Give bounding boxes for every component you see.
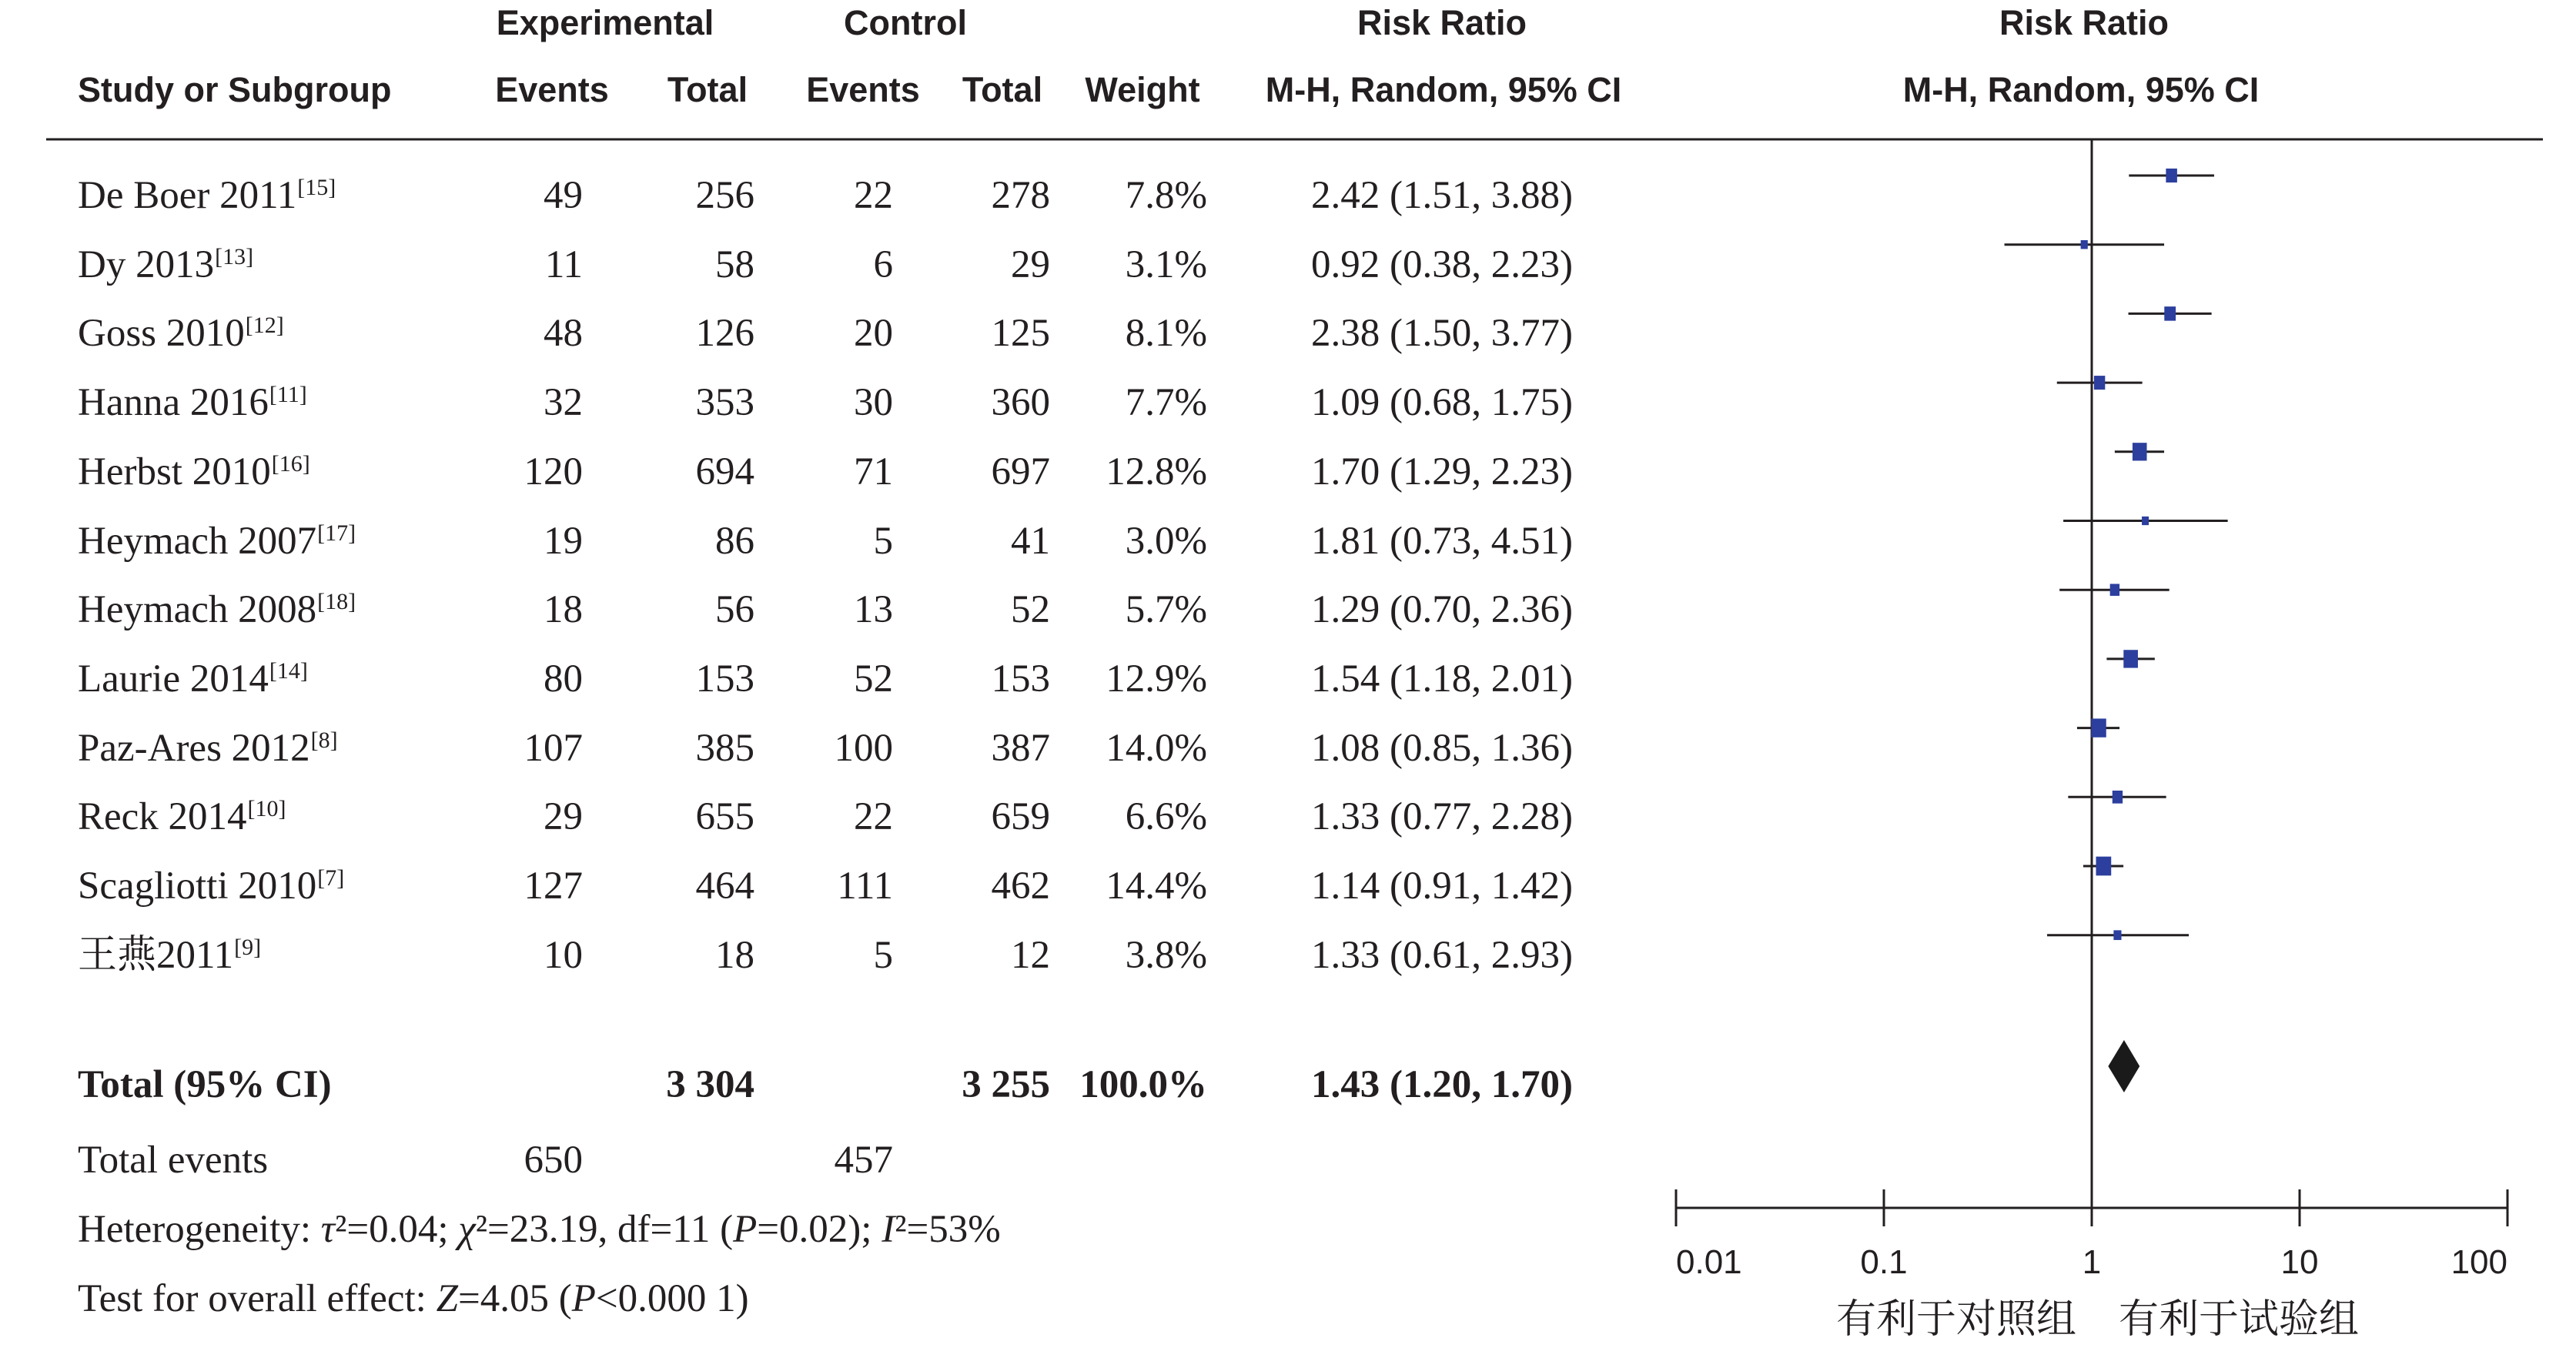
reference-superscript: [12] bbox=[245, 313, 284, 339]
z-symbol: Z bbox=[436, 1277, 458, 1320]
weight-cell: 5.7% bbox=[1125, 588, 1207, 632]
study-name: Dy 2013 bbox=[78, 243, 215, 286]
exp-events-cell: 49 bbox=[544, 174, 583, 217]
total-row bbox=[0, 1062, 2576, 1108]
ctrl-events-cell: 5 bbox=[873, 519, 893, 563]
exp-total-cell: 18 bbox=[715, 933, 754, 977]
exp-total-cell: 58 bbox=[715, 243, 754, 286]
overall-effect-part: <0.000 1) bbox=[595, 1277, 749, 1320]
heterogeneity-part: ²=0.04; bbox=[335, 1208, 459, 1251]
total-exp-total: 3 304 bbox=[666, 1063, 754, 1106]
header-ctrl-total: Total bbox=[962, 70, 1043, 109]
x-axis-tick-label: 1 bbox=[2082, 1243, 2102, 1281]
study-name: Goss 2010 bbox=[78, 312, 245, 356]
reference-superscript: [18] bbox=[317, 589, 356, 615]
weight-cell: 7.8% bbox=[1125, 174, 1207, 217]
ctrl-total-cell: 41 bbox=[1011, 519, 1050, 563]
risk-ratio-ci-cell: 2.42 (1.51, 3.88) bbox=[1311, 174, 1573, 217]
study-row bbox=[0, 310, 2576, 356]
ctrl-events-cell: 71 bbox=[854, 450, 893, 493]
heterogeneity-part: ²=53% bbox=[895, 1208, 1001, 1251]
heterogeneity-part: ²=23.19, df=11 ( bbox=[475, 1208, 734, 1251]
header-ctrl-events: Events bbox=[806, 70, 920, 109]
exp-events-cell: 18 bbox=[544, 588, 583, 632]
study-row bbox=[0, 932, 2576, 978]
study-name: Herbst 2010 bbox=[78, 450, 271, 493]
risk-ratio-ci-cell: 1.70 (1.29, 2.23) bbox=[1311, 450, 1573, 493]
exp-total-cell: 153 bbox=[695, 657, 754, 701]
reference-superscript: [13] bbox=[215, 243, 254, 269]
i-squared-symbol: I bbox=[882, 1208, 895, 1251]
total-events-exp: 650 bbox=[524, 1139, 583, 1182]
favours-experimental-label: 有利于试验组 bbox=[2118, 1296, 2359, 1343]
header-risk-ratio-table: Risk Ratio bbox=[1357, 3, 1527, 42]
study-row bbox=[0, 794, 2576, 840]
weight-cell: 3.8% bbox=[1125, 933, 1207, 977]
study-label bbox=[78, 587, 356, 633]
study-label bbox=[78, 242, 253, 288]
weight-cell: 6.6% bbox=[1125, 795, 1207, 839]
exp-events-cell: 48 bbox=[544, 312, 583, 356]
study-label bbox=[78, 794, 286, 840]
ctrl-events-cell: 111 bbox=[837, 865, 893, 908]
favours-control-label: 有利于对照组 bbox=[1835, 1296, 2076, 1343]
ctrl-events-cell: 6 bbox=[873, 243, 893, 286]
study-name: Scagliotti 2010 bbox=[78, 865, 317, 908]
study-label bbox=[78, 725, 338, 771]
exp-events-cell: 127 bbox=[524, 865, 583, 908]
study-name: Reck 2014 bbox=[78, 795, 247, 839]
exp-total-cell: 464 bbox=[695, 865, 754, 908]
x-axis-tick-label: 0.01 bbox=[1676, 1243, 1742, 1281]
study-name: Heymach 2007 bbox=[78, 519, 317, 563]
ctrl-total-cell: 153 bbox=[991, 657, 1050, 701]
exp-total-cell: 86 bbox=[715, 519, 754, 563]
exp-events-cell: 107 bbox=[524, 726, 583, 770]
total-events-label: Total events bbox=[78, 1139, 269, 1182]
reference-superscript: [15] bbox=[297, 175, 336, 200]
ctrl-events-cell: 100 bbox=[834, 726, 893, 770]
ctrl-total-cell: 29 bbox=[1011, 243, 1050, 286]
ctrl-total-cell: 387 bbox=[991, 726, 1050, 770]
header-method-plot: M-H, Random, 95% CI bbox=[1902, 70, 2260, 109]
header-exp-events: Events bbox=[495, 70, 609, 109]
reference-superscript: [10] bbox=[247, 796, 286, 822]
x-axis-tick-label: 0.1 bbox=[1860, 1243, 1908, 1281]
study-row bbox=[0, 656, 2576, 702]
ctrl-total-cell: 12 bbox=[1011, 933, 1050, 977]
reference-superscript: [9] bbox=[234, 934, 262, 960]
reference-superscript: [8] bbox=[310, 727, 338, 753]
header-study-or-subgroup: Study or Subgroup bbox=[78, 70, 392, 109]
ctrl-events-cell: 5 bbox=[873, 933, 893, 977]
chi-symbol: χ bbox=[458, 1208, 476, 1251]
study-label bbox=[78, 172, 336, 219]
p-symbol: P bbox=[571, 1277, 596, 1320]
study-row bbox=[0, 449, 2576, 495]
exp-total-cell: 694 bbox=[695, 450, 754, 493]
header-experimental: Experimental bbox=[496, 3, 714, 42]
weight-cell: 3.1% bbox=[1125, 243, 1207, 286]
study-label bbox=[78, 449, 310, 495]
overall-effect-part: Test for overall effect: bbox=[78, 1277, 437, 1320]
reference-superscript: [17] bbox=[317, 520, 356, 546]
tau-symbol: τ bbox=[320, 1208, 336, 1251]
study-row bbox=[0, 518, 2576, 564]
study-row bbox=[0, 380, 2576, 426]
header-exp-total: Total bbox=[667, 70, 748, 109]
study-label bbox=[78, 863, 344, 909]
header-weight: Weight bbox=[1085, 70, 1200, 109]
ctrl-total-cell: 278 bbox=[991, 174, 1050, 217]
ctrl-events-cell: 20 bbox=[854, 312, 893, 356]
risk-ratio-ci-cell: 1.09 (0.68, 1.75) bbox=[1311, 381, 1573, 425]
exp-events-cell: 19 bbox=[544, 519, 583, 563]
ctrl-total-cell: 52 bbox=[1011, 588, 1050, 632]
exp-total-cell: 385 bbox=[695, 726, 754, 770]
study-label bbox=[78, 380, 307, 426]
weight-cell: 3.0% bbox=[1125, 519, 1207, 563]
total-events-row bbox=[0, 1137, 2576, 1183]
exp-events-cell: 10 bbox=[544, 933, 583, 977]
exp-total-cell: 353 bbox=[695, 381, 754, 425]
ctrl-total-cell: 659 bbox=[991, 795, 1050, 839]
study-name: Heymach 2008 bbox=[78, 588, 317, 632]
risk-ratio-ci-cell: 1.33 (0.61, 2.93) bbox=[1311, 933, 1573, 977]
exp-events-cell: 120 bbox=[524, 450, 583, 493]
total-events-ctrl: 457 bbox=[834, 1139, 893, 1182]
weight-cell: 12.8% bbox=[1106, 450, 1207, 493]
weight-cell: 8.1% bbox=[1125, 312, 1207, 356]
ctrl-total-cell: 462 bbox=[991, 865, 1050, 908]
ctrl-events-cell: 13 bbox=[854, 588, 893, 632]
header-method-table: M-H, Random, 95% CI bbox=[1265, 70, 1622, 109]
study-row bbox=[0, 725, 2576, 771]
study-row bbox=[0, 863, 2576, 909]
p-symbol: P bbox=[733, 1208, 758, 1251]
reference-superscript: [16] bbox=[271, 450, 310, 477]
ctrl-total-cell: 360 bbox=[991, 381, 1050, 425]
risk-ratio-ci-cell: 1.54 (1.18, 2.01) bbox=[1311, 657, 1573, 701]
ctrl-events-cell: 30 bbox=[854, 381, 893, 425]
study-row bbox=[0, 242, 2576, 288]
weight-cell: 14.4% bbox=[1106, 865, 1207, 908]
exp-total-cell: 256 bbox=[695, 174, 754, 217]
risk-ratio-ci-cell: 1.33 (0.77, 2.28) bbox=[1311, 795, 1573, 839]
reference-superscript: [11] bbox=[269, 382, 307, 408]
overall-effect-part: =4.05 ( bbox=[457, 1277, 572, 1320]
header-control: Control bbox=[844, 3, 967, 42]
heterogeneity-text bbox=[78, 1206, 1001, 1253]
risk-ratio-ci-cell: 1.81 (0.73, 4.51) bbox=[1311, 519, 1573, 563]
study-name: Hanna 2016 bbox=[78, 381, 269, 425]
ctrl-events-cell: 22 bbox=[854, 174, 893, 217]
x-axis-tick-label: 100 bbox=[2451, 1243, 2507, 1281]
weight-cell: 7.7% bbox=[1125, 381, 1207, 425]
risk-ratio-ci-cell: 2.38 (1.50, 3.77) bbox=[1311, 312, 1573, 356]
exp-total-cell: 56 bbox=[715, 588, 754, 632]
total-ctrl-total: 3 255 bbox=[962, 1063, 1050, 1106]
risk-ratio-ci-cell: 1.08 (0.85, 1.36) bbox=[1311, 726, 1573, 770]
weight-cell: 12.9% bbox=[1106, 657, 1207, 701]
study-label bbox=[78, 932, 261, 978]
exp-events-cell: 29 bbox=[544, 795, 583, 839]
study-row bbox=[0, 172, 2576, 219]
header-risk-ratio-plot: Risk Ratio bbox=[1999, 3, 2170, 42]
study-name: Paz-Ares 2012 bbox=[78, 726, 310, 770]
total-risk-ratio-ci: 1.43 (1.20, 1.70) bbox=[1311, 1063, 1573, 1106]
study-name: 王燕2011 bbox=[78, 933, 234, 977]
risk-ratio-ci-cell: 1.29 (0.70, 2.36) bbox=[1311, 588, 1573, 632]
ctrl-total-cell: 697 bbox=[991, 450, 1050, 493]
x-axis-tick-label: 10 bbox=[2280, 1243, 2319, 1281]
reference-superscript: [14] bbox=[269, 657, 308, 684]
study-label bbox=[78, 310, 284, 356]
ctrl-events-cell: 52 bbox=[854, 657, 893, 701]
heterogeneity-part: =0.02); bbox=[757, 1208, 882, 1251]
exp-total-cell: 655 bbox=[695, 795, 754, 839]
exp-total-cell: 126 bbox=[695, 312, 754, 356]
study-name: Laurie 2014 bbox=[78, 657, 269, 701]
overall-effect-text bbox=[78, 1276, 749, 1322]
risk-ratio-ci-cell: 0.92 (0.38, 2.23) bbox=[1311, 243, 1573, 286]
heterogeneity-part: Heterogeneity: bbox=[78, 1208, 321, 1251]
total-weight: 100.0% bbox=[1079, 1063, 1207, 1106]
ctrl-total-cell: 125 bbox=[991, 312, 1050, 356]
total-label: Total (95% CI) bbox=[78, 1063, 332, 1106]
study-name: De Boer 2011 bbox=[78, 174, 297, 217]
reference-superscript: [7] bbox=[317, 865, 345, 891]
ctrl-events-cell: 22 bbox=[854, 795, 893, 839]
exp-events-cell: 32 bbox=[544, 381, 583, 425]
study-label bbox=[78, 656, 308, 702]
risk-ratio-ci-cell: 1.14 (0.91, 1.42) bbox=[1311, 865, 1573, 908]
study-label bbox=[78, 518, 356, 564]
exp-events-cell: 11 bbox=[544, 243, 583, 286]
exp-events-cell: 80 bbox=[544, 657, 583, 701]
study-row bbox=[0, 587, 2576, 633]
weight-cell: 14.0% bbox=[1106, 726, 1207, 770]
